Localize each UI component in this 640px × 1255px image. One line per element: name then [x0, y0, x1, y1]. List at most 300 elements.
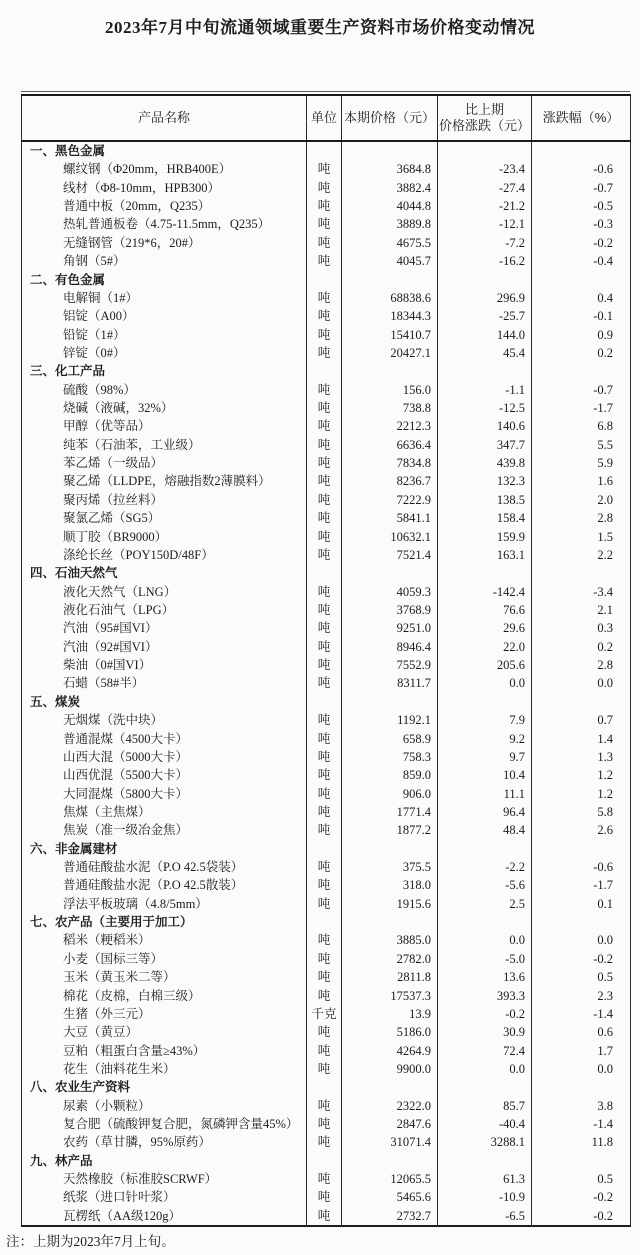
unit-cell: 吨 — [307, 601, 342, 619]
price-change-cell: -142.4 — [438, 583, 532, 601]
price-change-cell: 22.0 — [438, 638, 532, 656]
unit-cell: 吨 — [307, 730, 342, 748]
current-price-cell: 859.0 — [342, 766, 438, 784]
unit-cell: 吨 — [307, 656, 342, 674]
table-row — [22, 1097, 631, 1115]
table-row — [22, 491, 631, 509]
unit-cell: 吨 — [307, 289, 342, 307]
section-title: 三、化工产品 — [22, 362, 307, 380]
change-percent-cell: -0.7 — [593, 180, 613, 195]
change-percent-cell: 2.1 — [597, 602, 613, 617]
table-row — [22, 381, 631, 399]
table-row — [22, 821, 631, 839]
empty-unit-cell — [307, 840, 342, 858]
product-name-cell: 普通硅酸盐水泥（P.O 42.5散装） — [22, 876, 307, 894]
current-price-cell: 2782.0 — [342, 950, 438, 968]
change-percent-cell: 0.2 — [597, 345, 613, 360]
unit-cell: 吨 — [307, 674, 342, 692]
empty-change-cell — [438, 564, 532, 582]
table-row — [22, 730, 631, 748]
product-name-cell: 豆粕（粗蛋白含量≥43%） — [22, 1042, 307, 1060]
unit-cell: 吨 — [307, 454, 342, 472]
table-row — [22, 252, 631, 270]
change-percent-cell: 6.8 — [597, 419, 613, 434]
price-change-cell: 7.9 — [438, 711, 532, 729]
change-percent-cell: -1.4 — [593, 1117, 613, 1132]
price-change-cell: -7.2 — [438, 234, 532, 252]
product-name-cell: 复合肥（硫酸钾复合肥，氮磷钾含量45%） — [22, 1115, 307, 1133]
price-change-cell: 296.9 — [438, 289, 532, 307]
product-name-cell: 石蜡（58#半） — [22, 674, 307, 692]
product-name-cell: 焦炭（准一级冶金焦） — [22, 821, 307, 839]
unit-cell: 吨 — [307, 1207, 342, 1226]
price-change-cell: 158.4 — [438, 509, 532, 527]
price-change-cell: 132.3 — [438, 472, 532, 490]
current-price-cell: 6636.4 — [342, 436, 438, 454]
product-name-cell: 顺丁胶（BR9000） — [22, 528, 307, 546]
product-name-cell: 瓦楞纸（AA级120g） — [22, 1207, 307, 1226]
col-header-change — [438, 95, 532, 141]
current-price-cell: 4044.8 — [342, 197, 438, 215]
price-change-cell: 3288.1 — [438, 1133, 532, 1151]
unit-cell: 吨 — [307, 766, 342, 784]
price-change-cell: -12.1 — [438, 215, 532, 233]
current-price-cell: 738.8 — [342, 399, 438, 417]
product-name-cell: 稻米（粳稻米） — [22, 931, 307, 949]
unit-cell: 吨 — [307, 344, 342, 362]
change-percent-cell: 1.4 — [597, 731, 613, 746]
current-price-cell: 4045.7 — [342, 252, 438, 270]
unit-cell: 吨 — [307, 234, 342, 252]
unit-cell: 吨 — [307, 307, 342, 325]
unit-cell: 吨 — [307, 472, 342, 490]
product-name-cell: 甲醇（优等品） — [22, 417, 307, 435]
unit-cell: 吨 — [307, 1133, 342, 1151]
price-change-cell: -23.4 — [438, 160, 532, 178]
table-row — [22, 711, 631, 729]
change-percent-cell: 0.3 — [597, 621, 613, 636]
price-table-container — [21, 91, 630, 1227]
change-percent-cell: 0.2 — [597, 639, 613, 654]
current-price-cell: 1915.6 — [342, 895, 438, 913]
empty-pct-cell — [532, 913, 631, 931]
empty-pct-cell — [532, 693, 631, 711]
product-name-cell: 聚乙烯（LLDPE，熔融指数2薄膜料） — [22, 472, 307, 490]
price-change-cell: -0.2 — [438, 1005, 532, 1023]
change-percent-cell: 0.5 — [597, 970, 613, 985]
price-change-cell: 29.6 — [438, 619, 532, 637]
price-change-cell: 10.4 — [438, 766, 532, 784]
price-change-cell: 439.8 — [438, 454, 532, 472]
unit-cell: 吨 — [307, 215, 342, 233]
change-percent-cell: -0.2 — [593, 1190, 613, 1205]
section-title: 九、林产品 — [22, 1152, 307, 1170]
current-price-cell: 5841.1 — [342, 509, 438, 527]
price-change-cell: -10.9 — [438, 1188, 532, 1206]
empty-change-cell — [438, 840, 532, 858]
change-percent-cell: 0.0 — [597, 676, 613, 691]
empty-unit-cell — [307, 564, 342, 582]
unit-cell: 吨 — [307, 399, 342, 417]
unit-cell: 吨 — [307, 197, 342, 215]
current-price-cell: 8311.7 — [342, 674, 438, 692]
unit-cell: 吨 — [307, 895, 342, 913]
price-change-cell: 61.3 — [438, 1170, 532, 1188]
change-percent-cell: 2.0 — [597, 492, 613, 507]
price-change-cell: 30.9 — [438, 1023, 532, 1041]
product-name-cell: 普通硅酸盐水泥（P.O 42.5袋装） — [22, 858, 307, 876]
change-percent-cell: 1.3 — [597, 749, 613, 764]
price-change-cell: 393.3 — [438, 987, 532, 1005]
product-name-cell: 烧碱（液碱，32%） — [22, 399, 307, 417]
price-change-cell: 0.0 — [438, 931, 532, 949]
empty-price-cell — [342, 1152, 438, 1170]
current-price-cell: 4264.9 — [342, 1042, 438, 1060]
unit-cell: 吨 — [307, 950, 342, 968]
unit-cell: 吨 — [307, 711, 342, 729]
price-change-cell: 2.5 — [438, 895, 532, 913]
empty-change-cell — [438, 1152, 532, 1170]
table-row — [22, 454, 631, 472]
change-percent-cell: 2.2 — [597, 547, 613, 562]
change-percent-cell: 5.8 — [597, 804, 613, 819]
change-percent-cell: 0.0 — [597, 1061, 613, 1076]
current-price-cell: 7222.9 — [342, 491, 438, 509]
current-price-cell: 8236.7 — [342, 472, 438, 490]
section-header-row — [22, 1152, 631, 1170]
col-header-change-line2: 价格涨跌（元） — [438, 118, 530, 133]
unit-cell: 吨 — [307, 619, 342, 637]
change-percent-cell: -0.2 — [593, 1208, 613, 1223]
product-name-cell: 无烟煤（洗中块） — [22, 711, 307, 729]
product-name-cell: 普通混煤（4500大卡） — [22, 730, 307, 748]
price-change-cell: 159.9 — [438, 528, 532, 546]
unit-cell: 吨 — [307, 803, 342, 821]
product-name-cell: 铝锭（A00） — [22, 307, 307, 325]
product-name-cell: 大同混煤（5800大卡） — [22, 785, 307, 803]
change-percent-cell: -0.2 — [593, 951, 613, 966]
table-row — [22, 528, 631, 546]
current-price-cell: 8946.4 — [342, 638, 438, 656]
price-change-cell: 76.6 — [438, 601, 532, 619]
product-name-cell: 线材（Φ8-10mm，HPB300） — [22, 179, 307, 197]
current-price-cell: 2322.0 — [342, 1097, 438, 1115]
current-price-cell: 2212.3 — [342, 417, 438, 435]
table-row — [22, 950, 631, 968]
price-change-cell: 11.1 — [438, 785, 532, 803]
current-price-cell: 318.0 — [342, 876, 438, 894]
section-title: 四、石油天然气 — [22, 564, 307, 582]
change-percent-cell: 0.4 — [597, 290, 613, 305]
table-row — [22, 858, 631, 876]
col-header-price: 本期价格（元） — [342, 95, 438, 141]
table-row — [22, 160, 631, 178]
current-price-cell: 3768.9 — [342, 601, 438, 619]
price-change-cell: 9.2 — [438, 730, 532, 748]
current-price-cell: 375.5 — [342, 858, 438, 876]
product-name-cell: 小麦（国标三等） — [22, 950, 307, 968]
current-price-cell: 3885.0 — [342, 931, 438, 949]
product-name-cell: 角钢（5#） — [22, 252, 307, 270]
product-name-cell: 棉花（皮棉，白棉三级） — [22, 987, 307, 1005]
unit-cell: 吨 — [307, 876, 342, 894]
table-row — [22, 289, 631, 307]
unit-cell: 吨 — [307, 1042, 342, 1060]
current-price-cell: 7521.4 — [342, 546, 438, 564]
empty-pct-cell — [532, 564, 631, 582]
table-row — [22, 656, 631, 674]
price-change-cell: 72.4 — [438, 1042, 532, 1060]
table-row — [22, 766, 631, 784]
price-change-cell: -12.5 — [438, 399, 532, 417]
unit-cell: 吨 — [307, 381, 342, 399]
price-change-cell: -5.0 — [438, 950, 532, 968]
current-price-cell: 10632.1 — [342, 528, 438, 546]
current-price-cell: 13.9 — [342, 1005, 438, 1023]
empty-unit-cell — [307, 1152, 342, 1170]
unit-cell: 吨 — [307, 785, 342, 803]
section-header-row — [22, 693, 631, 711]
current-price-cell: 2847.6 — [342, 1115, 438, 1133]
change-percent-cell: 1.6 — [597, 474, 613, 489]
current-price-cell: 658.9 — [342, 730, 438, 748]
unit-cell: 吨 — [307, 748, 342, 766]
change-percent-cell: 5.5 — [597, 437, 613, 452]
change-percent-cell: 5.9 — [597, 456, 613, 471]
page-title: 2023年7月中旬流通领域重要生产资料市场价格变动情况 — [105, 18, 535, 37]
current-price-cell: 12065.5 — [342, 1170, 438, 1188]
table-row — [22, 619, 631, 637]
section-header-row — [22, 271, 631, 289]
change-percent-cell: 1.7 — [597, 1043, 613, 1058]
empty-unit-cell — [307, 141, 342, 160]
product-name-cell: 聚丙烯（拉丝料） — [22, 491, 307, 509]
empty-price-cell — [342, 141, 438, 160]
table-row — [22, 179, 631, 197]
product-name-cell: 柴油（0#国VI） — [22, 656, 307, 674]
empty-pct-cell — [532, 1152, 631, 1170]
table-row — [22, 1023, 631, 1041]
table-row — [22, 1188, 631, 1206]
price-change-cell: 138.5 — [438, 491, 532, 509]
current-price-cell: 20427.1 — [342, 344, 438, 362]
unit-cell: 吨 — [307, 546, 342, 564]
product-name-cell: 液化石油气（LPG） — [22, 601, 307, 619]
product-name-cell: 山西大混（5000大卡） — [22, 748, 307, 766]
product-name-cell: 液化天然气（LNG） — [22, 583, 307, 601]
unit-cell: 吨 — [307, 326, 342, 344]
unit-cell: 吨 — [307, 252, 342, 270]
table-row — [22, 1207, 631, 1226]
section-title: 七、农产品（主要用于加工） — [22, 913, 307, 931]
price-change-cell: 85.7 — [438, 1097, 532, 1115]
empty-pct-cell — [532, 362, 631, 380]
current-price-cell: 758.3 — [342, 748, 438, 766]
price-change-cell: -6.5 — [438, 1207, 532, 1226]
table-row — [22, 399, 631, 417]
section-header-row — [22, 141, 631, 160]
product-name-cell: 无缝钢管（219*6，20#） — [22, 234, 307, 252]
section-header-row — [22, 913, 631, 931]
section-title: 六、非金属建材 — [22, 840, 307, 858]
col-header-change-line1: 比上期 — [464, 101, 504, 117]
empty-change-cell — [438, 693, 532, 711]
table-row — [22, 785, 631, 803]
change-percent-cell: -0.1 — [593, 309, 613, 324]
current-price-cell: 3684.8 — [342, 160, 438, 178]
unit-cell: 吨 — [307, 1060, 342, 1078]
table-row — [22, 895, 631, 913]
empty-price-cell — [342, 913, 438, 931]
table-row — [22, 417, 631, 435]
empty-unit-cell — [307, 271, 342, 289]
empty-unit-cell — [307, 1078, 342, 1096]
unit-cell: 吨 — [307, 1097, 342, 1115]
unit-cell: 吨 — [307, 417, 342, 435]
current-price-cell: 2732.7 — [342, 1207, 438, 1226]
table-row — [22, 1042, 631, 1060]
current-price-cell: 2811.8 — [342, 968, 438, 986]
price-change-cell: 0.0 — [438, 674, 532, 692]
product-name-cell: 涤纶长丝（POY150D/48F） — [22, 546, 307, 564]
empty-pct-cell — [532, 840, 631, 858]
table-row — [22, 1115, 631, 1133]
empty-pct-cell — [532, 271, 631, 289]
price-change-cell: 205.6 — [438, 656, 532, 674]
price-change-cell: 9.7 — [438, 748, 532, 766]
empty-unit-cell — [307, 362, 342, 380]
empty-unit-cell — [307, 693, 342, 711]
empty-price-cell — [342, 693, 438, 711]
change-percent-cell: 2.6 — [597, 823, 613, 838]
current-price-cell: 3882.4 — [342, 179, 438, 197]
product-name-cell: 花生（油料花生米） — [22, 1060, 307, 1078]
table-row — [22, 436, 631, 454]
unit-cell: 吨 — [307, 931, 342, 949]
section-title: 八、农业生产资料 — [22, 1078, 307, 1096]
change-percent-cell: -0.2 — [593, 235, 613, 250]
product-name-cell: 苯乙烯（一级品） — [22, 454, 307, 472]
section-title: 二、有色金属 — [22, 271, 307, 289]
product-name-cell: 焦煤（主焦煤） — [22, 803, 307, 821]
table-row — [22, 326, 631, 344]
table-row — [22, 344, 631, 362]
change-percent-cell: 11.8 — [591, 1135, 613, 1150]
price-change-cell: 347.7 — [438, 436, 532, 454]
table-row — [22, 1060, 631, 1078]
product-name-cell: 电解铜（1#） — [22, 289, 307, 307]
empty-change-cell — [438, 1078, 532, 1096]
price-change-cell: -27.4 — [438, 179, 532, 197]
change-percent-cell: -3.4 — [593, 584, 613, 599]
product-name-cell: 农药（草甘膦，95%原药） — [22, 1133, 307, 1151]
change-percent-cell: 2.8 — [597, 658, 613, 673]
product-name-cell: 山西优混（5500大卡） — [22, 766, 307, 784]
table-row — [22, 583, 631, 601]
unit-cell: 吨 — [307, 638, 342, 656]
table-row — [22, 674, 631, 692]
unit-cell: 吨 — [307, 1023, 342, 1041]
product-name-cell: 普通中板（20mm，Q235） — [22, 197, 307, 215]
table-row — [22, 215, 631, 233]
change-percent-cell: 0.0 — [597, 933, 613, 948]
section-header-row — [22, 362, 631, 380]
change-percent-cell: -1.4 — [593, 1006, 613, 1021]
footnote: 注：上期为2023年7月上旬。 — [6, 1234, 175, 1249]
table-row — [22, 601, 631, 619]
table-row — [22, 968, 631, 986]
table-row — [22, 876, 631, 894]
current-price-cell: 1192.1 — [342, 711, 438, 729]
change-percent-cell: 0.1 — [597, 896, 613, 911]
product-name-cell: 热轧普通板卷（4.75-11.5mm，Q235） — [22, 215, 307, 233]
empty-pct-cell — [532, 141, 631, 160]
change-percent-cell: -0.4 — [593, 254, 613, 269]
change-percent-cell: 1.2 — [597, 768, 613, 783]
product-name-cell: 玉米（黄玉米二等） — [22, 968, 307, 986]
unit-cell: 吨 — [307, 987, 342, 1005]
product-name-cell: 螺纹钢（Φ20mm，HRB400E） — [22, 160, 307, 178]
current-price-cell: 68838.6 — [342, 289, 438, 307]
product-name-cell: 聚氯乙烯（SG5） — [22, 509, 307, 527]
table-row — [22, 987, 631, 1005]
unit-cell: 吨 — [307, 968, 342, 986]
current-price-cell: 9251.0 — [342, 619, 438, 637]
product-name-cell: 天然橡胶（标准胶SCRWF） — [22, 1170, 307, 1188]
current-price-cell: 5186.0 — [342, 1023, 438, 1041]
empty-price-cell — [342, 362, 438, 380]
current-price-cell: 17537.3 — [342, 987, 438, 1005]
empty-price-cell — [342, 271, 438, 289]
unit-cell: 吨 — [307, 160, 342, 178]
price-change-cell: -1.1 — [438, 381, 532, 399]
change-percent-cell: 0.7 — [597, 713, 613, 728]
empty-change-cell — [438, 141, 532, 160]
empty-change-cell — [438, 913, 532, 931]
unit-cell: 吨 — [307, 858, 342, 876]
table-row — [22, 472, 631, 490]
table-row — [22, 1005, 631, 1023]
price-change-cell: 45.4 — [438, 344, 532, 362]
unit-cell: 吨 — [307, 528, 342, 546]
current-price-cell: 906.0 — [342, 785, 438, 803]
table-row — [22, 1133, 631, 1151]
product-name-cell: 浮法平板玻璃（4.8/5mm） — [22, 895, 307, 913]
change-percent-cell: -1.7 — [593, 401, 613, 416]
unit-cell: 吨 — [307, 1170, 342, 1188]
price-change-cell: -5.6 — [438, 876, 532, 894]
price-change-cell: 163.1 — [438, 546, 532, 564]
change-percent-cell: 0.6 — [597, 1025, 613, 1040]
price-change-cell: 0.0 — [438, 1060, 532, 1078]
section-header-row — [22, 564, 631, 582]
price-change-cell: -21.2 — [438, 197, 532, 215]
empty-price-cell — [342, 564, 438, 582]
current-price-cell: 15410.7 — [342, 326, 438, 344]
unit-cell: 吨 — [307, 821, 342, 839]
unit-cell: 吨 — [307, 179, 342, 197]
col-header-unit: 单位 — [307, 95, 342, 141]
change-percent-cell: 2.3 — [597, 988, 613, 1003]
table-row — [22, 197, 631, 215]
current-price-cell: 3889.8 — [342, 215, 438, 233]
current-price-cell: 18344.3 — [342, 307, 438, 325]
change-percent-cell: -0.5 — [593, 199, 613, 214]
change-percent-cell: 1.5 — [597, 529, 613, 544]
current-price-cell: 1877.2 — [342, 821, 438, 839]
empty-price-cell — [342, 1078, 438, 1096]
product-name-cell: 纯苯（石油苯，工业级） — [22, 436, 307, 454]
